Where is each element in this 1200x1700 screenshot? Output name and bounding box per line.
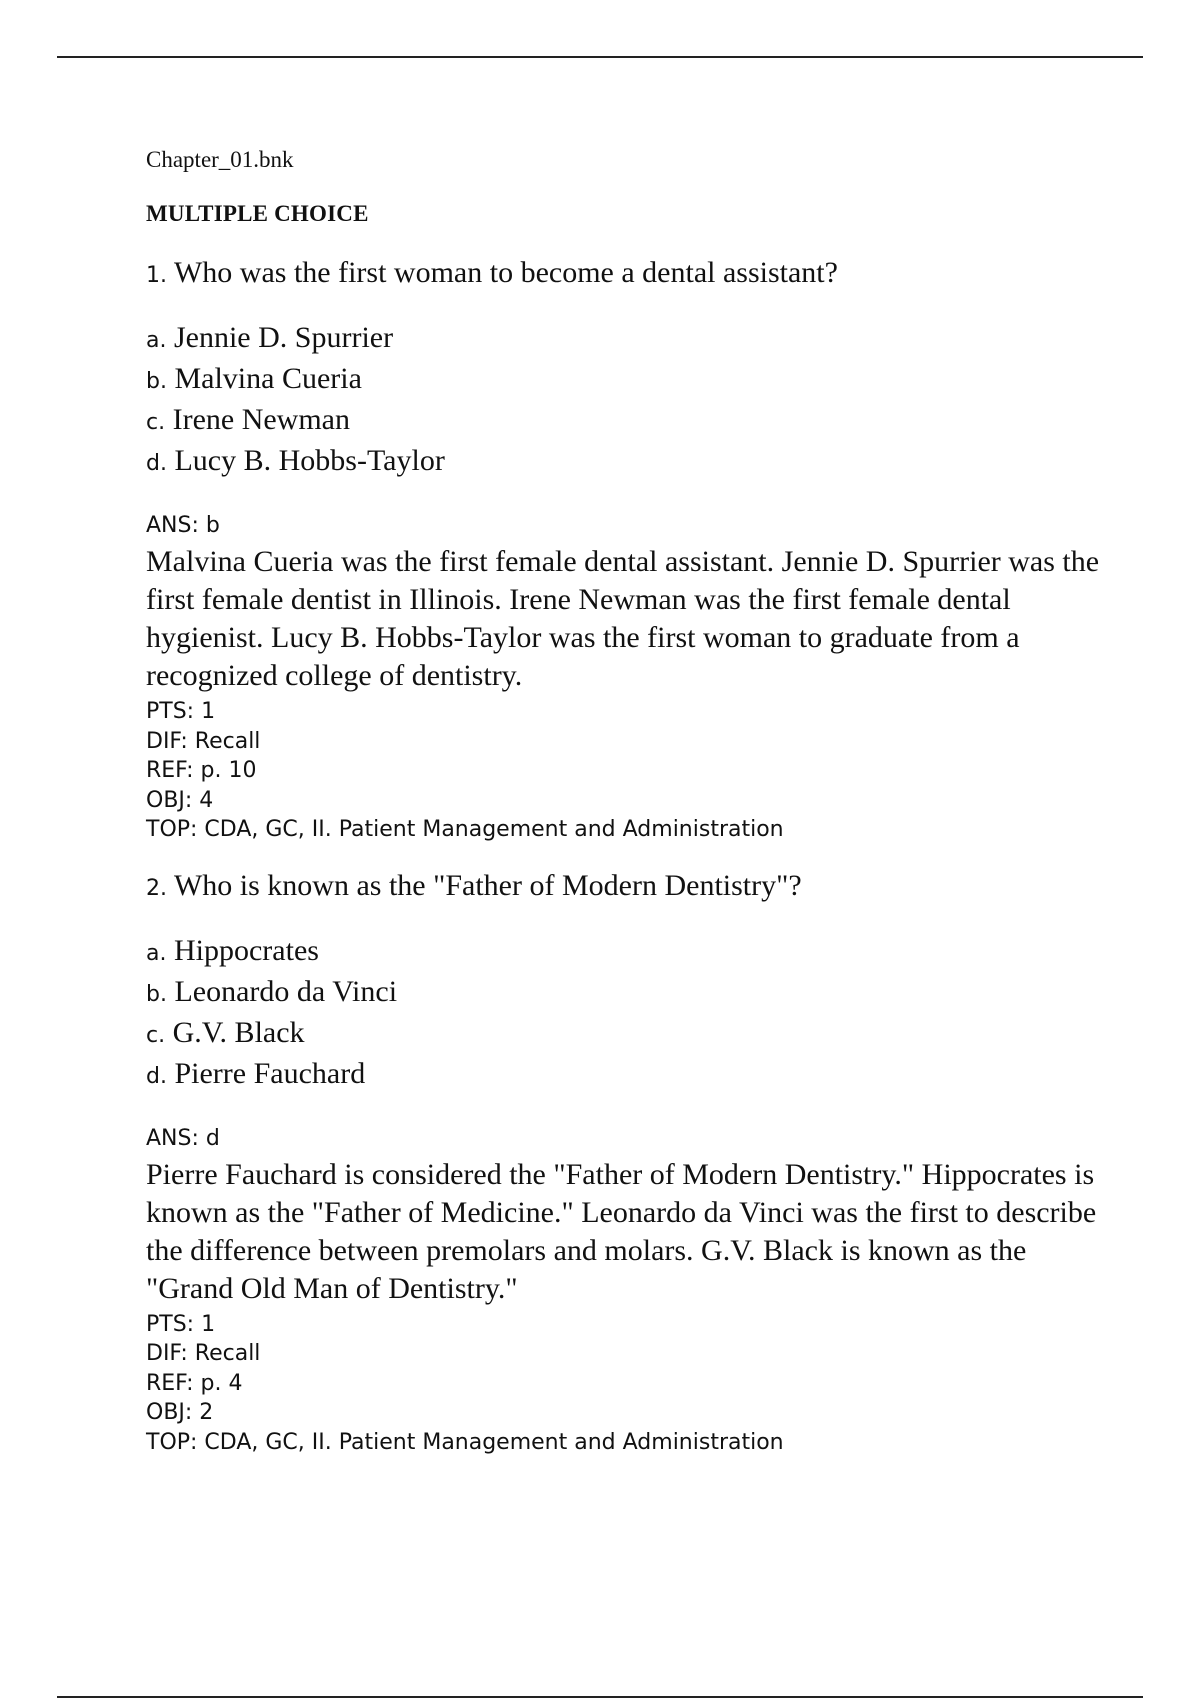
option-a xyxy=(146,932,1106,973)
topic: TOP: CDA, GC, II. Patient Management and Administration xyxy=(146,817,784,842)
points: PTS: 1 xyxy=(146,699,216,724)
difficulty: DIF: Recall xyxy=(146,1341,261,1366)
metadata-list xyxy=(146,1310,1106,1458)
bottom-rule xyxy=(57,1696,1143,1698)
answer-key: ANS: d xyxy=(146,1125,220,1151)
option-text: Irene Newman xyxy=(172,403,351,436)
objective: OBJ: 4 xyxy=(146,787,214,813)
points: PTS: 1 xyxy=(146,1311,216,1337)
option-a xyxy=(146,319,1106,360)
option-d xyxy=(146,1055,1106,1096)
option-list xyxy=(146,319,1106,483)
option-text: Jennie D. Spurrier xyxy=(173,321,394,354)
option-letter: c. xyxy=(146,410,166,435)
option-d xyxy=(146,442,1106,483)
option-letter: a. xyxy=(146,328,167,353)
option-letter: a. xyxy=(146,940,167,966)
section-title: MULTIPLE CHOICE xyxy=(146,201,369,226)
topic: TOP: CDA, GC, II. Patient Management and Administration xyxy=(146,1429,784,1455)
option-list xyxy=(146,932,1106,1096)
rationale-text: Pierre Fauchard is considered the "Father of Modern Dentistry." Hippocrates is known as the "Father of Medicine." Leonardo da Vinci was the first to describe the difference between premolars and molars. G.V. Black is known as the "Grand Old Man of Dentistry." xyxy=(146,1157,1097,1305)
option-text: Lucy B. Hobbs-Taylor xyxy=(174,444,445,477)
file-name: Chapter_01.bnk xyxy=(146,147,294,172)
reference: REF: p. 10 xyxy=(146,758,257,783)
question-stem xyxy=(146,867,1106,908)
document-page xyxy=(146,142,1106,1457)
option-c xyxy=(146,1014,1106,1055)
option-letter: b. xyxy=(146,369,167,394)
option-text: G.V. Black xyxy=(172,1015,305,1049)
reference: REF: p. 4 xyxy=(146,1370,243,1396)
option-text: Pierre Fauchard xyxy=(174,1056,366,1090)
option-b xyxy=(146,973,1106,1014)
objective: OBJ: 2 xyxy=(146,1400,214,1425)
option-c xyxy=(146,401,1106,442)
option-letter: d. xyxy=(146,1063,167,1089)
question-number: 1. xyxy=(146,263,167,288)
answer-key: ANS: b xyxy=(146,513,220,538)
option-letter: c. xyxy=(146,1022,166,1048)
option-text: Hippocrates xyxy=(173,933,319,967)
option-letter: b. xyxy=(146,981,167,1007)
option-text: Malvina Cueria xyxy=(174,362,362,395)
question-stem xyxy=(146,254,1106,295)
option-b xyxy=(146,360,1106,401)
difficulty: DIF: Recall xyxy=(146,728,261,754)
rationale-text: Malvina Cueria was the first female dental assistant. Jennie D. Spurrier was the first female dentist in Illinois. Irene Newman was the first female dental hygienist. Lucy B. Hobbs-Taylor was the first woman to graduate from a recognized college of dentistry. xyxy=(146,545,1100,692)
question-1 xyxy=(146,254,1106,845)
question-text: Who is known as the "Father of Modern Dentistry"? xyxy=(173,868,802,902)
option-letter: d. xyxy=(146,451,167,476)
metadata-list xyxy=(146,697,1106,845)
top-rule xyxy=(57,56,1143,58)
question-2 xyxy=(146,867,1106,1458)
option-text: Leonardo da Vinci xyxy=(174,974,398,1008)
question-text: Who was the first woman to become a dental assistant? xyxy=(173,256,838,289)
question-number: 2. xyxy=(146,875,167,901)
